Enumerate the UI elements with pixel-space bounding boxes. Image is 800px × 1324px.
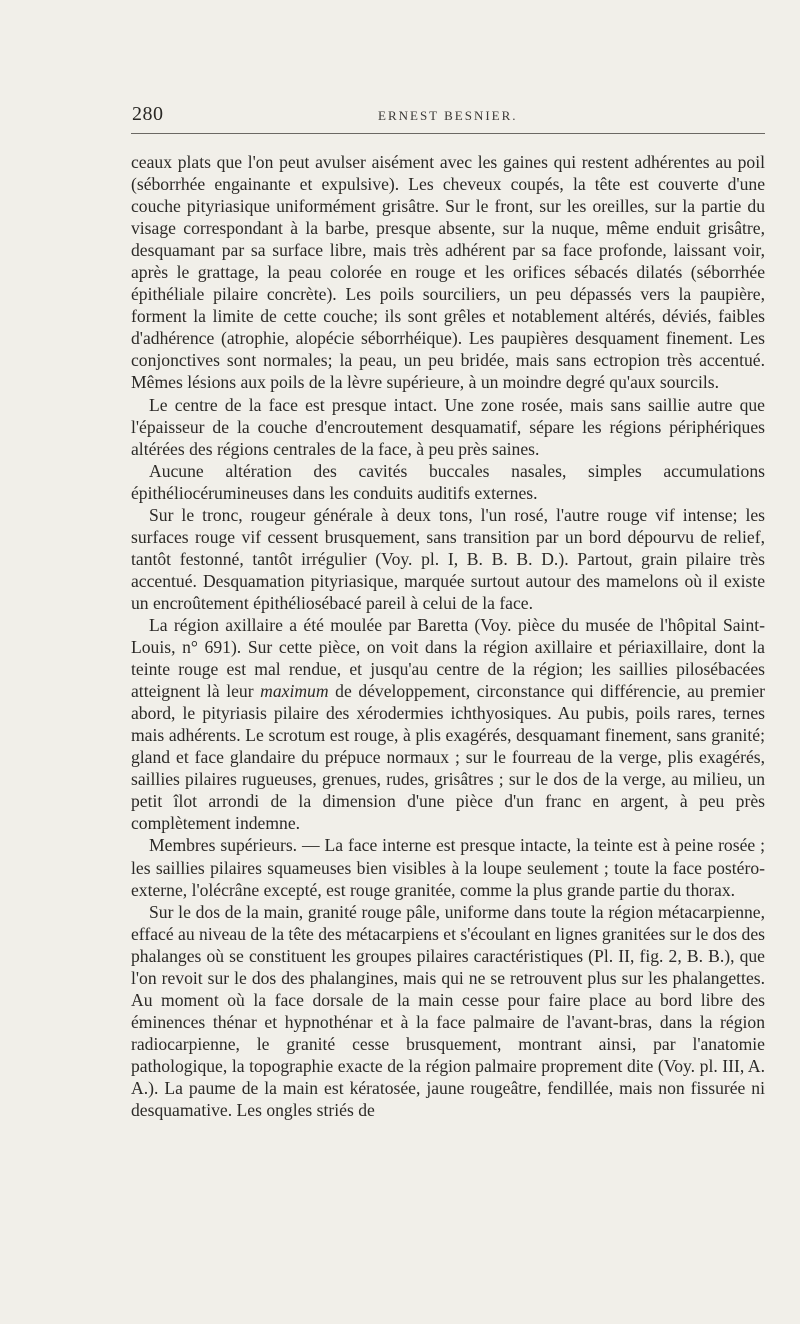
page-header (132, 103, 762, 129)
running-title: ERNEST BESNIER. (378, 108, 518, 123)
paragraph: ceaux plats que l'on peut avulser aisément avec les gaines qui restent adhérentes au poil (séborrhée engainante et expulsive). Les cheveux coupés, la tête est couverte d'une couche pityriasique uniformément grisâtre. Sur le front, sur les oreilles, sur la partie du visage correspondant à la barbe, presque absente, sur la nuque, même enduit grisâtre, desquamant par sa surface libre, mais très adhérent par sa face profonde, laissant voir, après le grattage, la peau colorée en rouge et les orifices sébacés dilatés (séborrhée épithéliale pilaire concrète). Les poils sourciliers, un peu dépassés vers la paupière, forment la limite de cette couche; ils sont grêles et notablement altérés, déviés, faibles d'adhérence (atrophie, alopécie séborrhéique). Les paupières desquament finement. Les conjonctives sont normales; la peau, un peu bridée, mais sans ectropion très accentué. Mêmes lésions aux poils de la lèvre supérieure, à un moindre degré qu'aux sourcils. (131, 152, 765, 393)
page-number: 280 (132, 103, 164, 125)
paragraph: Membres supérieurs. — La face interne est presque intacte, la teinte est à peine rosée ; les saillies pilaires squameuses bien visibles à la loupe seulement ; toute la face postéro-externe, l'olécrâne excepté, est rouge granitée, comme la plus grande partie du thorax. (131, 835, 765, 900)
body-text (131, 151, 765, 1121)
paragraph: Sur le dos de la main, granité rouge pâle, uniforme dans toute la région métacarpienne, effacé au niveau de la tête des métacarpiens et s'écoulant en lignes granitées sur le dos des phalanges où se constituent les groupes pilaires caractéristiques (Pl. II, fig. 2, B. B.), que l'on revoit sur le dos des phalangines, mais qui ne se retrouvent plus sur les phalangettes. Au moment où la face dorsale de la main cesse pour faire place au bord libre des éminences thénar et hypnothénar et à la face palmaire de l'avant-bras, dans la région radiocarpienne, le granité cesse brusquement, montrant ainsi, par l'anatomie pathologique, la topographie exacte de la région palmaire proprement dite (Voy. pl. III, A. A.). La paume de la main est kératosée, jaune rougeâtre, fendillée, mais non fissurée ni desquamative. Les ongles striés de (131, 901, 766, 1121)
paragraph-text: de développement, circonstance qui différencie, au premier abord, le pityriasis pilaire des xérodermies ichthyosiques. Au pubis, poils rares, ternes mais adhérents. Le scrotum est rouge, à plis exagérés, desquamant finement, sans granité; gland et face glandaire du prépuce normaux ; sur le fourreau de la verge, plis exagérés, saillies pilaires rugueuses, grenues, rudes, grisâtres ; sur le dos de la verge, au milieu, un petit îlot arrondi de la dimension d'une pièce d'un franc en argent, à peu près complètement indemne. (131, 681, 765, 834)
paragraph: Aucune altération des cavités buccales nasales, simples accumulations épithéliocérumineuses dans les conduits auditifs externes. (131, 460, 765, 503)
italic-term: maximum (260, 681, 329, 702)
header-rule (131, 133, 765, 134)
paragraph: Le centre de la face est presque intact. Une zone rosée, mais sans saillie autre que l'épaisseur de la couche d'encroutement desquamatif, sépare les régions périphériques altérées des régions centrales de la face, à peu près saines. (131, 394, 765, 459)
paragraph-text: La région axillaire a été moulée par Baretta (Voy. pièce du musée de l'hôpital Saint-Louis, n° 691). Sur cette pièce, on voit dans la région axillaire et périaxillaire, dont la teinte rouge est mal rendue, et jusqu'au centre de la région; les saillies pilosébacées atteignent là leur (131, 614, 765, 702)
paragraph-axillary (131, 614, 765, 834)
paragraph: Sur le tronc, rougeur générale à deux tons, l'un rosé, l'autre rouge vif intense; les surfaces rouge vif cessent brusquement, sans transition par un bord dépourvu de relief, tantôt festonné, tantôt irrégulier (Voy. pl. I, B. B. B. D.). Partout, grain pilaire très accentué. Desquamation pityriasique, marquée surtout autour des mamelons où il existe un encroûtement épithéliosébacé pareil à celui de la face. (131, 504, 765, 613)
